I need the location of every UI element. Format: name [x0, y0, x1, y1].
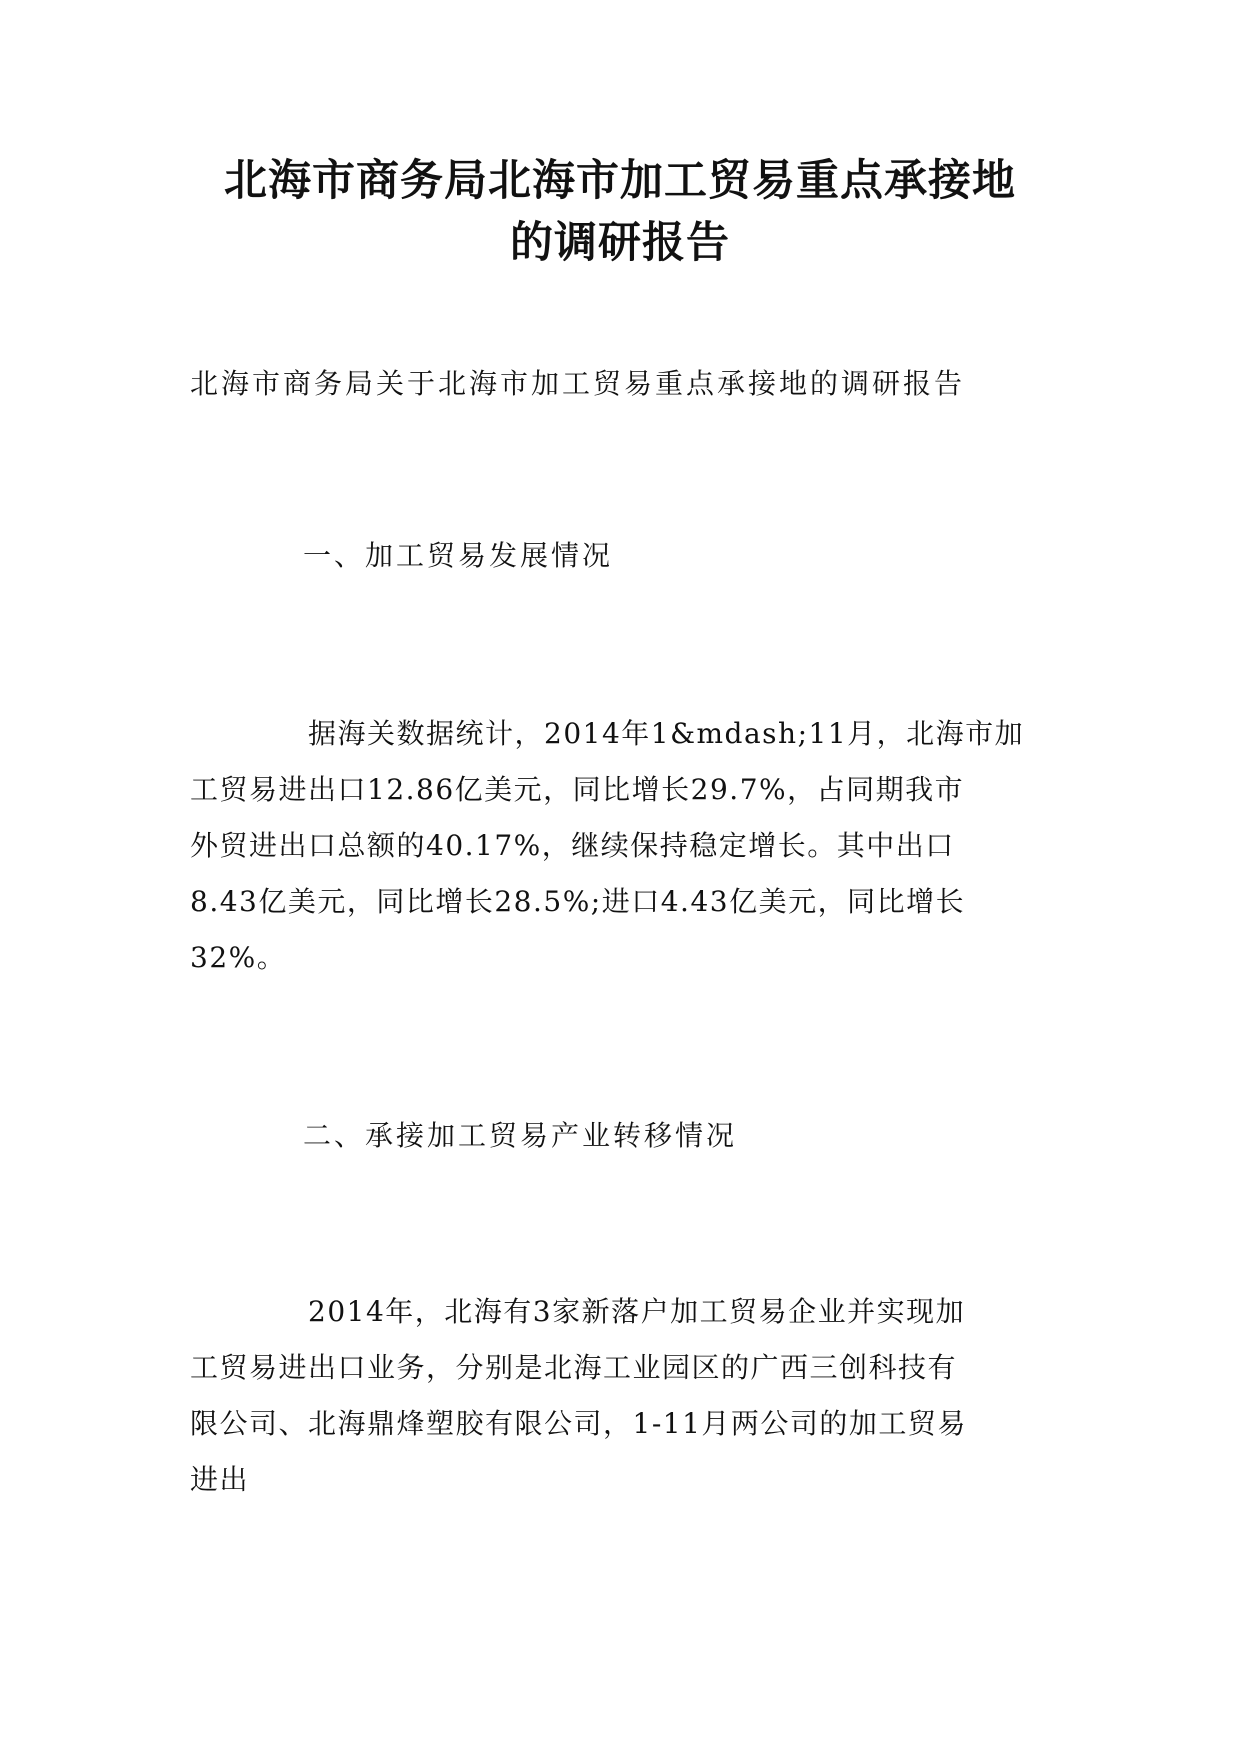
section-heading-2: 二、承接加工贸易产业转移情况	[303, 1119, 738, 1152]
title-line-2: 的调研报告	[510, 218, 730, 268]
document-title	[190, 150, 1050, 274]
paragraph-1-line: 工贸易进出口12.86亿美元，同比增长29.7%，占同期我市	[190, 773, 965, 806]
section-heading-1: 一、加工贸易发展情况	[303, 539, 614, 572]
paragraph-1-line: 据海关数据统计，2014年1&mdash;11月，北海市加	[190, 717, 1025, 750]
paragraph-1-line: 8.43亿美元，同比增长28.5%;进口4.43亿美元，同比增长	[190, 885, 966, 918]
paragraph-1-line: 32%。	[190, 941, 287, 974]
paragraph-2-line: 工贸易进出口业务，分别是北海工业园区的广西三创科技有	[190, 1351, 958, 1384]
paragraph-1	[190, 706, 1050, 986]
paragraph-2-line: 限公司、北海鼎烽塑胶有限公司，1-11月两公司的加工贸易	[190, 1407, 967, 1440]
paragraph-2-line: 2014年，北海有3家新落户加工贸易企业并实现加	[190, 1295, 966, 1328]
paragraph-2-line: 进出	[190, 1463, 250, 1496]
title-line-1: 北海市商务局北海市加工贸易重点承接地	[224, 156, 1016, 206]
document-subtitle: 北海市商务局关于北海市加工贸易重点承接地的调研报告	[190, 367, 966, 400]
paragraph-1-line: 外贸进出口总额的40.17%，继续保持稳定增长。其中出口	[190, 829, 955, 862]
paragraph-2	[190, 1284, 1050, 1508]
